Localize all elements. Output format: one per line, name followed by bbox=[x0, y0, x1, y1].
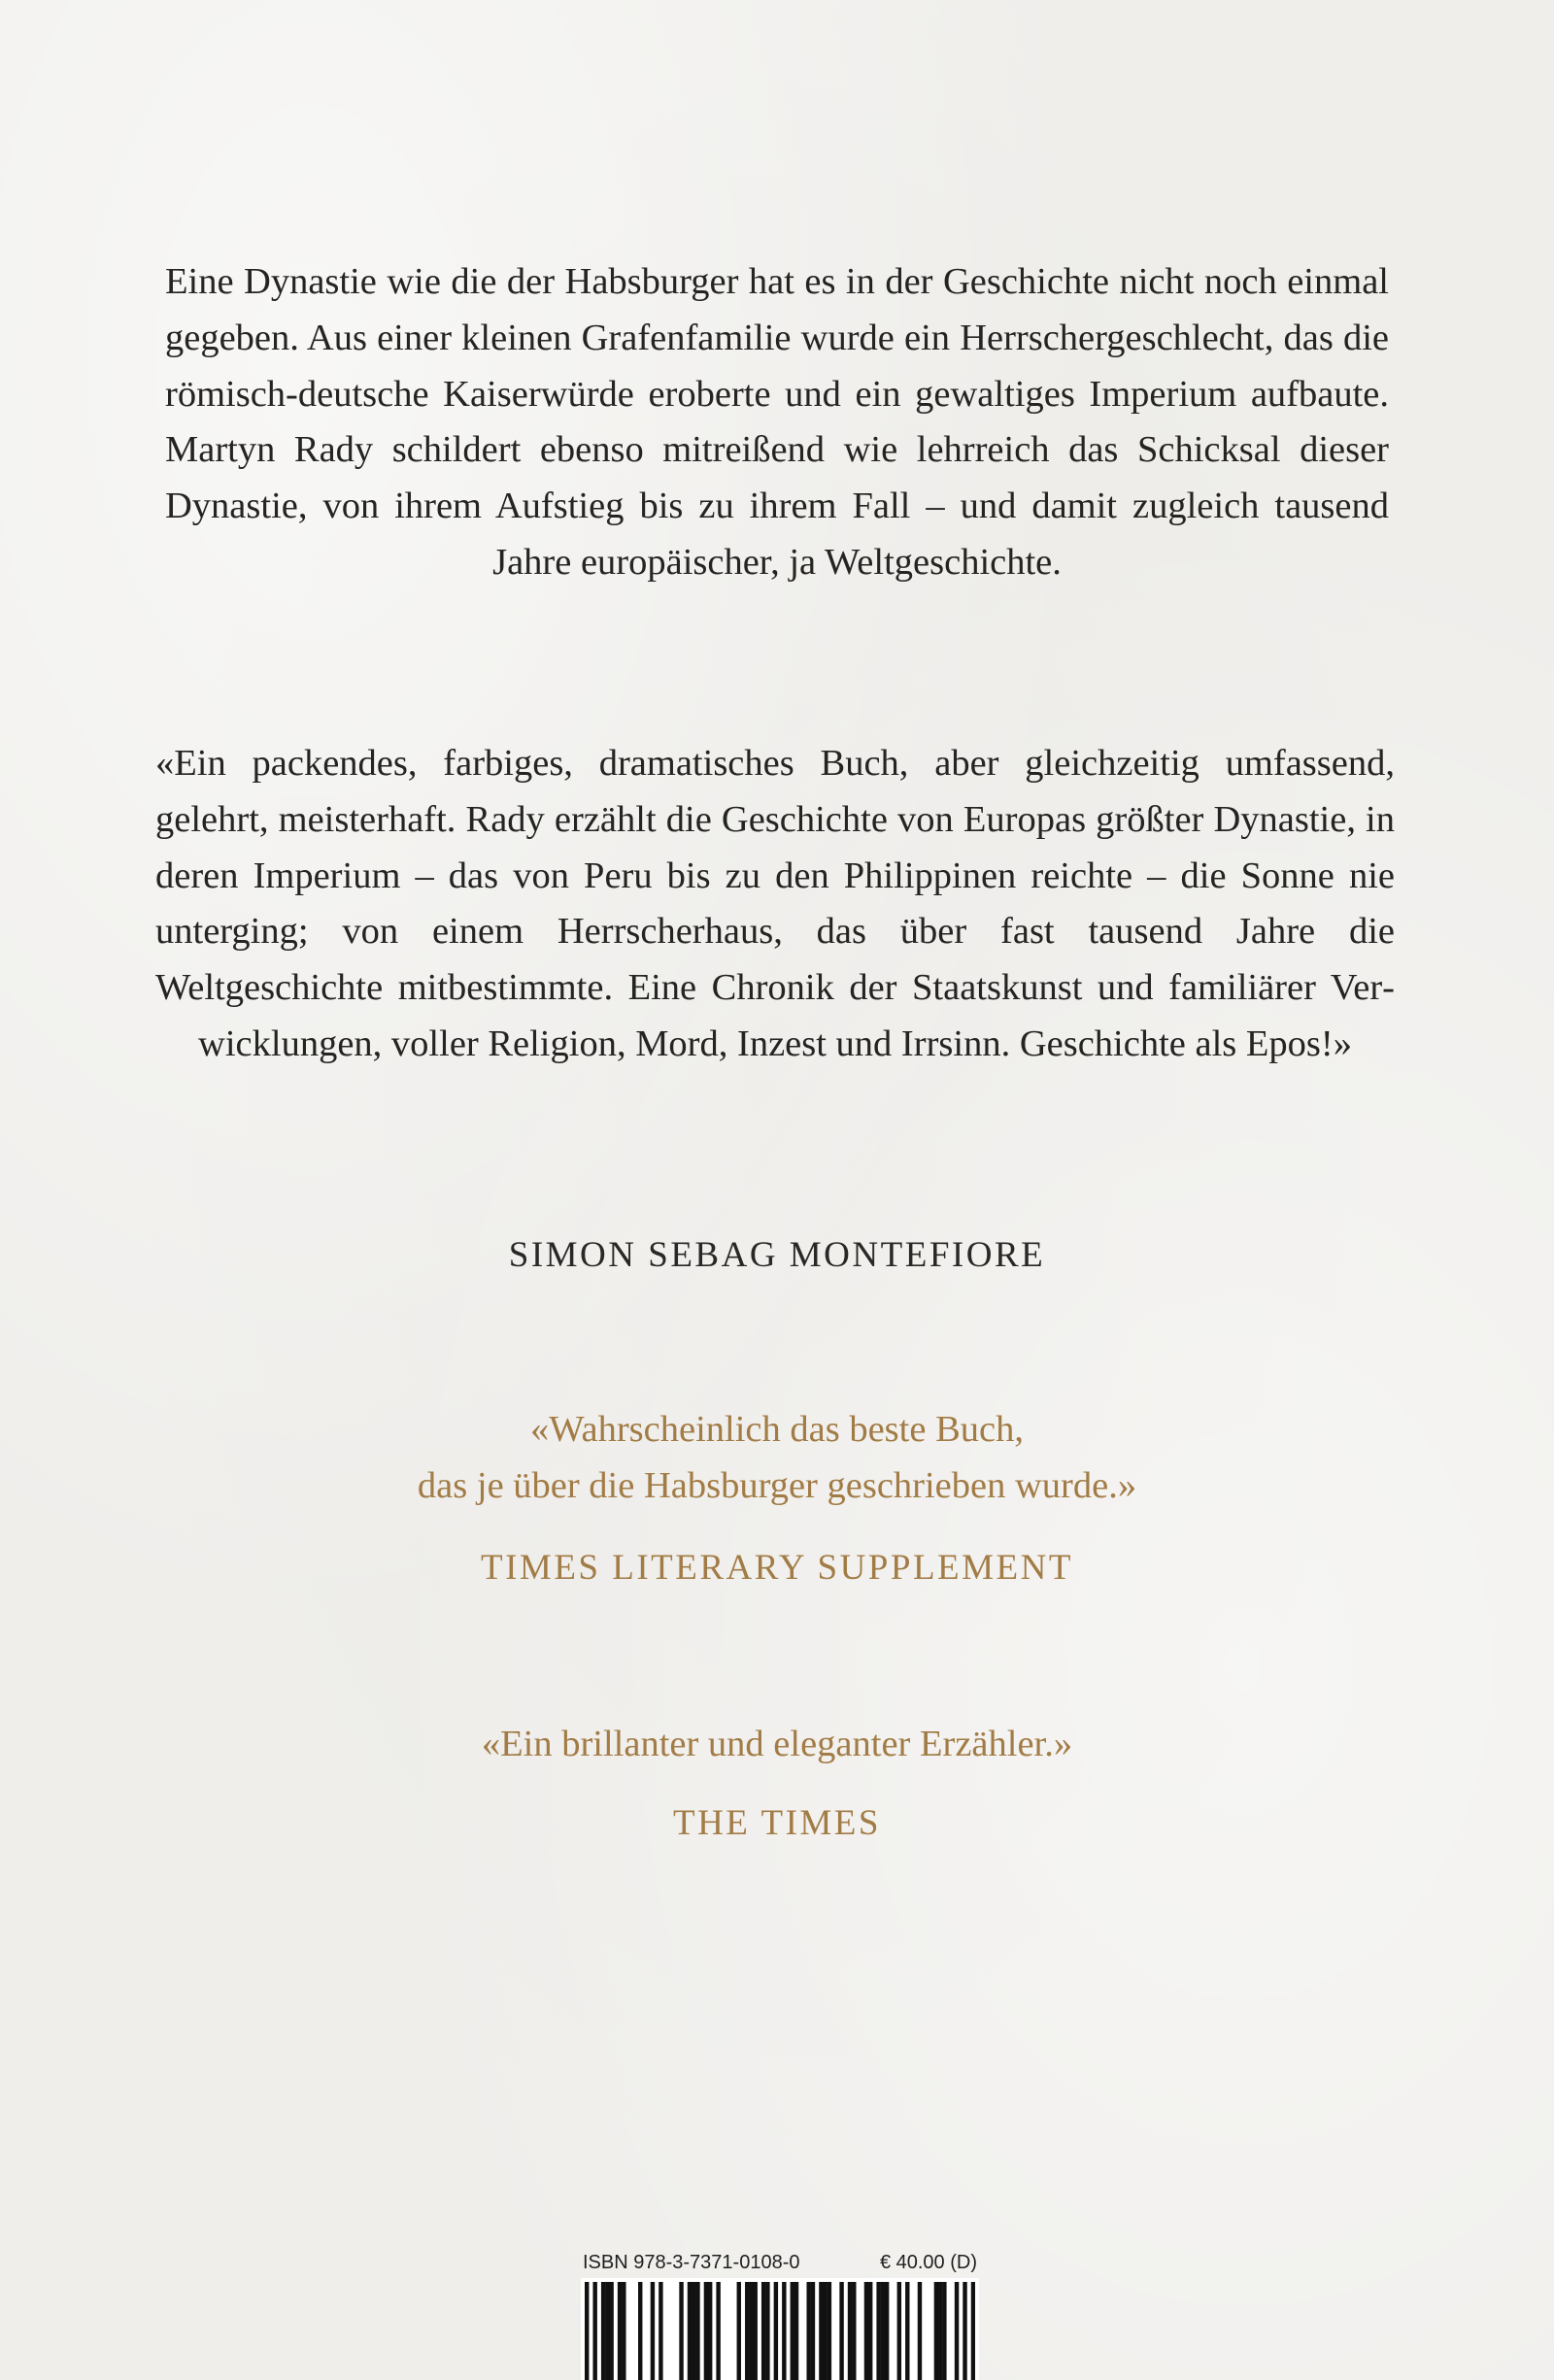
barcode-bar bbox=[753, 2282, 757, 2380]
barcode-bar bbox=[934, 2282, 938, 2380]
barcode-bar bbox=[749, 2282, 753, 2380]
barcode-bar bbox=[659, 2282, 662, 2380]
barcode-bar bbox=[695, 2282, 699, 2380]
barcode-bar bbox=[737, 2282, 741, 2380]
review-source-tls: TIMES LITERARY SUPPLEMENT bbox=[481, 1548, 1073, 1588]
barcode-bar bbox=[868, 2282, 872, 2380]
barcode-bar bbox=[782, 2282, 786, 2380]
barcode-bar bbox=[622, 2282, 625, 2380]
barcode-bar bbox=[807, 2282, 811, 2380]
price-label: € 40.00 (D) bbox=[879, 2252, 977, 2273]
barcode-bar bbox=[955, 2282, 959, 2380]
barcode-bar bbox=[811, 2282, 815, 2380]
barcode-bar bbox=[765, 2282, 769, 2380]
isbn-price-row bbox=[583, 2252, 977, 2274]
barcode-bar bbox=[881, 2282, 885, 2380]
barcode-bar bbox=[897, 2282, 901, 2380]
barcode-bar bbox=[704, 2282, 708, 2380]
barcode-bar bbox=[791, 2282, 794, 2380]
barcode-bar bbox=[938, 2282, 942, 2380]
barcode-bar bbox=[905, 2282, 909, 2380]
barcode-bar bbox=[823, 2282, 827, 2380]
barcode-bar bbox=[692, 2282, 695, 2380]
barcode-bar bbox=[585, 2282, 589, 2380]
review-quote-tls-line2: das je über die Habsburger geschrieben wurde.» bbox=[417, 1464, 1137, 1506]
barcode-bar bbox=[609, 2282, 613, 2380]
review-quote-times: «Ein brillanter und eleganter Erzähler.» bbox=[481, 1724, 1073, 1764]
review-source-times: THE TIMES bbox=[672, 1803, 881, 1843]
barcode-bar bbox=[918, 2282, 922, 2380]
barcode-bar bbox=[618, 2282, 622, 2380]
barcode-bar bbox=[716, 2282, 720, 2380]
barcode-bar bbox=[828, 2282, 831, 2380]
barcode-bar bbox=[963, 2282, 966, 2380]
barcode-bar bbox=[876, 2282, 880, 2380]
book-description: Eine Dynastie wie die der Habsburger hat es in der Geschichte nicht noch einmal gegeben. Aus einer kleinen Grafenfamilie wurde ein Herrschergeschlecht, das die römisch-deutsche Kaiserwürde eroberte und ein gewaltiges Imperium aufbaute. Martyn Rady schildert ebenso mitreißend wie lehrreich das Schicksal dieser Dynastie, von ihrem Aufstieg bis zu ihrem Fall – und damit zugleich tausend Jahre europäischer, ja Weltgeschichte. bbox=[165, 261, 1389, 583]
barcode-bar bbox=[971, 2282, 975, 2380]
barcode-bar bbox=[852, 2282, 856, 2380]
barcode-bar bbox=[601, 2282, 605, 2380]
barcode-bar bbox=[774, 2282, 778, 2380]
barcode-bar bbox=[651, 2282, 655, 2380]
barcode-bar bbox=[864, 2282, 868, 2380]
review-quote-tls-line1: «Wahrscheinlich das beste Buch, bbox=[530, 1409, 1024, 1450]
review-quote-montefiore: «Ein packendes, farbiges, dramatisches Buch, aber gleichzeitig umfassend, gelehrt, meisterhaft. Rady erzählt die Geschichte von Europas größter Dynastie, in deren Imperium – das von Peru bis zu den Philippinen reichte – die Sonne nie unterging; von einem Herrscherhaus, das über fast tausend Jahre die Weltgeschichte mitbestimmte. Eine Chronik der Staatskunst und familiärer Verwicklungen, voller Religion, Mord, Inzest und Irrsinn. Geschichte als Epos!» bbox=[155, 743, 1395, 1064]
isbn-number: ISBN 978-3-7371-0108-0 bbox=[583, 2252, 800, 2273]
barcode-bar bbox=[745, 2282, 749, 2380]
barcode bbox=[585, 2282, 975, 2380]
barcode-bar bbox=[819, 2282, 823, 2380]
barcode-bar bbox=[942, 2282, 946, 2380]
barcode-bar bbox=[885, 2282, 889, 2380]
barcode-bar bbox=[605, 2282, 609, 2380]
barcode-bar bbox=[688, 2282, 692, 2380]
barcode-bar bbox=[794, 2282, 798, 2380]
barcode-bar bbox=[848, 2282, 852, 2380]
barcode-bar bbox=[592, 2282, 596, 2380]
barcode-bar bbox=[839, 2282, 843, 2380]
review-quote-tls bbox=[0, 1402, 1554, 1515]
barcode-bar bbox=[638, 2282, 642, 2380]
review-source-montefiore: SIMON SEBAG MONTEFIORE bbox=[508, 1235, 1046, 1275]
barcode-bar bbox=[708, 2282, 712, 2380]
barcode-bar bbox=[761, 2282, 765, 2380]
barcode-bar bbox=[679, 2282, 683, 2380]
